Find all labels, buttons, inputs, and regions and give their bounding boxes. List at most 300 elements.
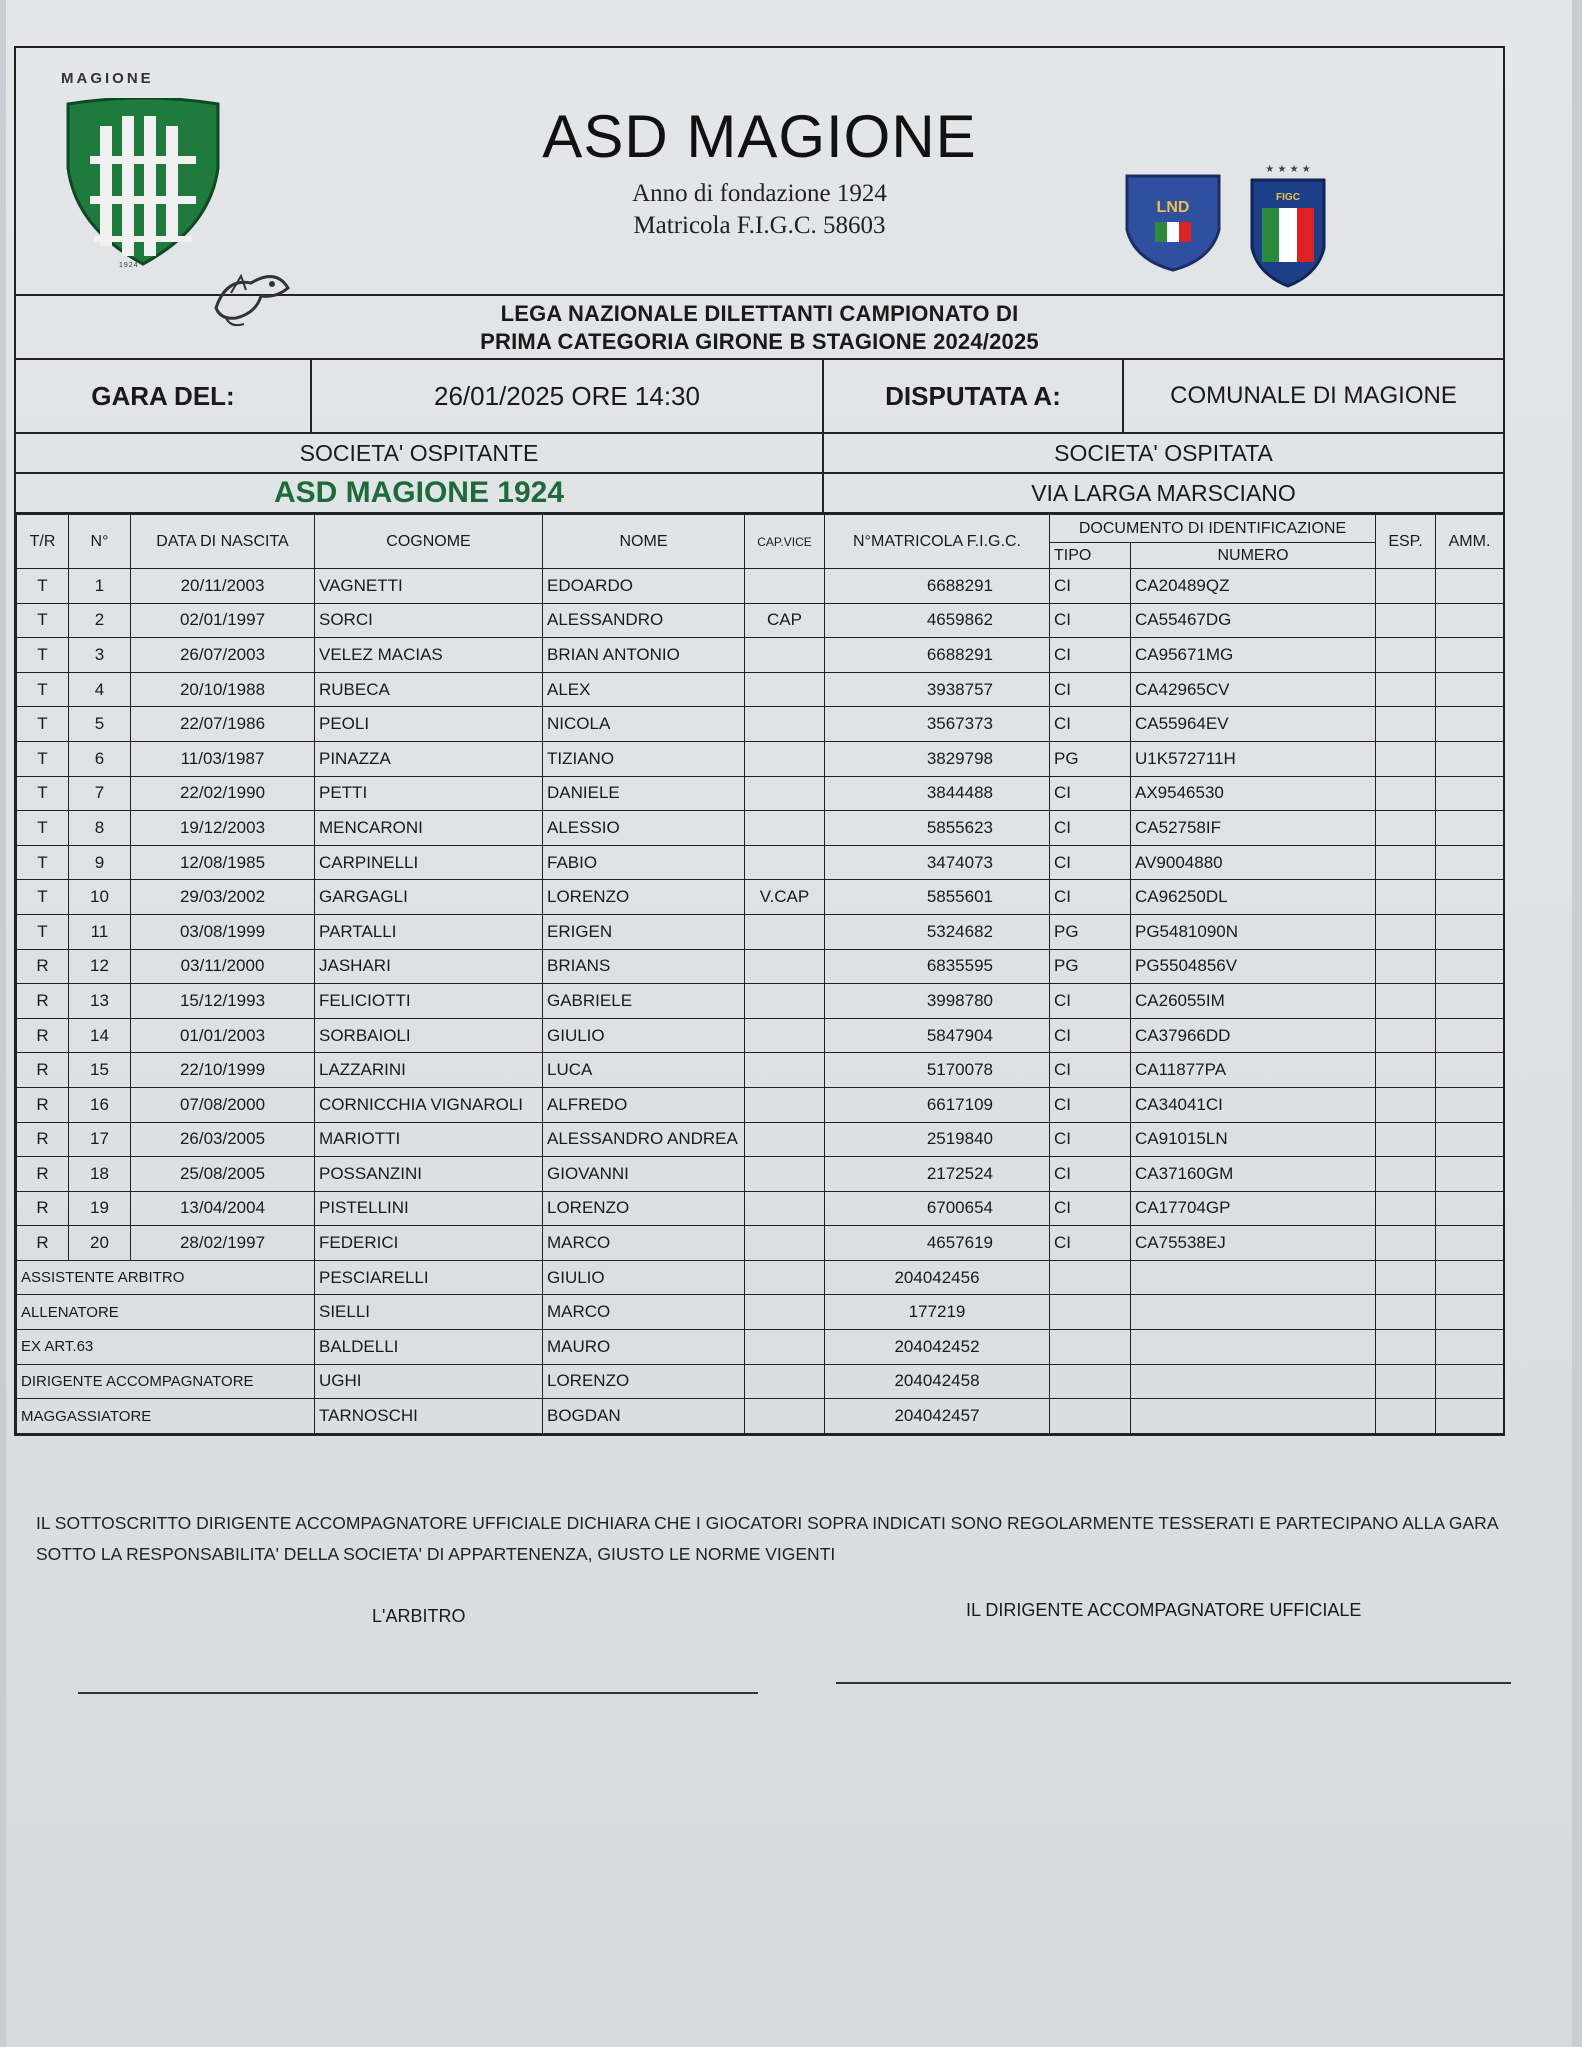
player-surname: VELEZ MACIAS (315, 638, 543, 673)
lnd-badge-text: LND (1156, 199, 1190, 216)
player-role: T (17, 569, 69, 604)
staff-amm (1436, 1399, 1504, 1434)
declaration-line-1: IL SOTTOSCRITTO DIRIGENTE ACCOMPAGNATORE UFFICIALE DICHIARA CHE I GIOCATORI SOPRA INDICATI SONO REGOLARMENTE TESSERATI E PARTECIPANO ALLA GARA (36, 1513, 1499, 1533)
player-captain (745, 1018, 825, 1053)
player-amm (1436, 811, 1504, 846)
player-matricola: 3998780 (825, 984, 1050, 1019)
player-amm (1436, 672, 1504, 707)
player-matricola: 6688291 (825, 569, 1050, 604)
player-matricola: 3844488 (825, 776, 1050, 811)
player-dob: 22/02/1990 (131, 776, 315, 811)
player-row (17, 1226, 1504, 1261)
lnd-badge-logo (1121, 170, 1225, 274)
declaration (36, 1508, 1536, 1570)
player-doc-type: CI (1050, 880, 1131, 915)
staff-amm (1436, 1295, 1504, 1330)
player-row (17, 811, 1504, 846)
player-dob: 03/08/1999 (131, 914, 315, 949)
staff-empty (745, 1330, 825, 1365)
player-amm (1436, 984, 1504, 1019)
player-amm (1436, 638, 1504, 673)
player-row (17, 776, 1504, 811)
staff-doc-number (1131, 1399, 1376, 1434)
staff-role: ALLENATORE (17, 1295, 315, 1330)
staff-surname: SIELLI (315, 1295, 543, 1330)
staff-empty (745, 1295, 825, 1330)
player-role: R (17, 949, 69, 984)
player-esp (1376, 776, 1436, 811)
staff-esp (1376, 1364, 1436, 1399)
player-dob: 11/03/1987 (131, 741, 315, 776)
player-name: NICOLA (543, 707, 745, 742)
player-row (17, 1053, 1504, 1088)
player-captain (745, 1226, 825, 1261)
player-doc-number: CA20489QZ (1131, 569, 1376, 604)
player-dob: 20/10/1988 (131, 672, 315, 707)
player-amm (1436, 741, 1504, 776)
col-header-numero: NUMERO (1131, 543, 1376, 569)
col-header-tipo: TIPO (1050, 543, 1131, 569)
player-doc-type: CI (1050, 638, 1131, 673)
home-team-value: ASD MAGIONE 1924 (273, 476, 565, 509)
player-esp (1376, 811, 1436, 846)
player-captain (745, 1122, 825, 1157)
player-captain (745, 984, 825, 1019)
player-surname: RUBECA (315, 672, 543, 707)
player-doc-number: CA37966DD (1131, 1018, 1376, 1053)
player-name: GABRIELE (543, 984, 745, 1019)
player-esp (1376, 1087, 1436, 1122)
club-title: ASD MAGIONE (542, 103, 977, 170)
logo-year: 1924 (119, 262, 139, 269)
player-row (17, 984, 1504, 1019)
staff-name: LORENZO (543, 1364, 745, 1399)
player-doc-number: AX9546530 (1131, 776, 1376, 811)
staff-name: MAURO (543, 1330, 745, 1365)
player-number: 16 (69, 1087, 131, 1122)
player-esp (1376, 1018, 1436, 1053)
player-number: 3 (69, 638, 131, 673)
player-esp (1376, 741, 1436, 776)
player-surname: CARPINELLI (315, 845, 543, 880)
player-doc-type: CI (1050, 603, 1131, 638)
player-dob: 03/11/2000 (131, 949, 315, 984)
player-role: T (17, 914, 69, 949)
player-esp (1376, 949, 1436, 984)
player-surname: PARTALLI (315, 914, 543, 949)
league-line-1: LEGA NAZIONALE DILETTANTI CAMPIONATO DI (500, 301, 1019, 326)
player-matricola: 3829798 (825, 741, 1050, 776)
player-doc-type: CI (1050, 845, 1131, 880)
player-doc-type: CI (1050, 1157, 1131, 1192)
player-name: ERIGEN (543, 914, 745, 949)
player-doc-number: CA95671MG (1131, 638, 1376, 673)
staff-matricola: 204042452 (825, 1330, 1050, 1365)
player-matricola: 5847904 (825, 1018, 1050, 1053)
player-dob: 12/08/1985 (131, 845, 315, 880)
player-matricola: 4657619 (825, 1226, 1050, 1261)
player-name: ALESSANDRO (543, 603, 745, 638)
player-name: DANIELE (543, 776, 745, 811)
player-amm (1436, 845, 1504, 880)
player-esp (1376, 672, 1436, 707)
staff-matricola: 177219 (825, 1295, 1050, 1330)
teams-row (16, 434, 1503, 514)
player-surname: PEOLI (315, 707, 543, 742)
player-name: FABIO (543, 845, 745, 880)
player-amm (1436, 1226, 1504, 1261)
col-header-nome: NOME (543, 515, 745, 569)
player-matricola: 5324682 (825, 914, 1050, 949)
player-row (17, 1018, 1504, 1053)
player-amm (1436, 880, 1504, 915)
staff-amm (1436, 1330, 1504, 1365)
player-name: LORENZO (543, 880, 745, 915)
player-dob: 26/07/2003 (131, 638, 315, 673)
figc-badge-logo (1246, 162, 1330, 290)
player-number: 14 (69, 1018, 131, 1053)
player-esp (1376, 707, 1436, 742)
player-esp (1376, 1226, 1436, 1261)
player-doc-number: CA55467DG (1131, 603, 1376, 638)
player-name: ALFREDO (543, 1087, 745, 1122)
player-name: GIOVANNI (543, 1157, 745, 1192)
player-row (17, 1087, 1504, 1122)
col-header-amm: AMM. (1436, 515, 1504, 569)
staff-empty (745, 1364, 825, 1399)
player-row (17, 741, 1504, 776)
player-doc-type: PG (1050, 741, 1131, 776)
player-esp (1376, 603, 1436, 638)
player-surname: PISTELLINI (315, 1191, 543, 1226)
staff-row (17, 1364, 1504, 1399)
player-doc-number: CA17704GP (1131, 1191, 1376, 1226)
player-doc-number: CA75538EJ (1131, 1226, 1376, 1261)
player-surname: SORCI (315, 603, 543, 638)
player-role: R (17, 1191, 69, 1226)
player-number: 7 (69, 776, 131, 811)
player-surname: GARGAGLI (315, 880, 543, 915)
player-role: R (17, 1053, 69, 1088)
staff-doc-number (1131, 1295, 1376, 1330)
player-captain (745, 845, 825, 880)
player-number: 12 (69, 949, 131, 984)
player-doc-number: CA52758IF (1131, 811, 1376, 846)
player-row (17, 569, 1504, 604)
player-surname: SORBAIOLI (315, 1018, 543, 1053)
staff-doc-number (1131, 1260, 1376, 1295)
player-role: T (17, 707, 69, 742)
player-matricola: 6688291 (825, 638, 1050, 673)
player-captain (745, 776, 825, 811)
player-surname: PETTI (315, 776, 543, 811)
player-number: 17 (69, 1122, 131, 1157)
col-header-esp: ESP. (1376, 515, 1436, 569)
player-amm (1436, 603, 1504, 638)
match-date-label: GARA DEL: (16, 360, 312, 432)
staff-esp (1376, 1330, 1436, 1365)
player-surname: FEDERICI (315, 1226, 543, 1261)
player-role: R (17, 1157, 69, 1192)
staff-doc-number (1131, 1364, 1376, 1399)
player-captain (745, 569, 825, 604)
official-signature-label: IL DIRIGENTE ACCOMPAGNATORE UFFICIALE (966, 1600, 1362, 1620)
staff-esp (1376, 1295, 1436, 1330)
player-doc-type: CI (1050, 776, 1131, 811)
player-dob: 01/01/2003 (131, 1018, 315, 1053)
player-doc-number: AV9004880 (1131, 845, 1376, 880)
player-name: MARCO (543, 1226, 745, 1261)
player-esp (1376, 845, 1436, 880)
document-sheet (6, 0, 1572, 2047)
staff-name: BOGDAN (543, 1399, 745, 1434)
player-role: T (17, 603, 69, 638)
player-doc-number: PG5481090N (1131, 914, 1376, 949)
founded-line: Anno di fondazione 1924 (632, 180, 887, 207)
staff-surname: BALDELLI (315, 1330, 543, 1365)
player-number: 2 (69, 603, 131, 638)
player-captain (745, 949, 825, 984)
player-number: 8 (69, 811, 131, 846)
player-name: LUCA (543, 1053, 745, 1088)
staff-surname: UGHI (315, 1364, 543, 1399)
mascot-icon (206, 248, 296, 330)
form-frame (14, 46, 1505, 1436)
player-esp (1376, 984, 1436, 1019)
player-doc-number: CA34041CI (1131, 1087, 1376, 1122)
player-dob: 25/08/2005 (131, 1157, 315, 1192)
player-dob: 29/03/2002 (131, 880, 315, 915)
player-dob: 28/02/1997 (131, 1226, 315, 1261)
player-esp (1376, 880, 1436, 915)
player-row (17, 880, 1504, 915)
staff-role: EX ART.63 (17, 1330, 315, 1365)
player-doc-number: CA42965CV (1131, 672, 1376, 707)
player-doc-type: CI (1050, 1087, 1131, 1122)
player-doc-type: CI (1050, 811, 1131, 846)
player-name: GIULIO (543, 1018, 745, 1053)
player-amm (1436, 949, 1504, 984)
staff-role: MAGGASSIATORE (17, 1399, 315, 1434)
staff-doc-type (1050, 1364, 1131, 1399)
staff-role: DIRIGENTE ACCOMPAGNATORE (17, 1364, 315, 1399)
staff-row (17, 1399, 1504, 1434)
player-matricola: 3938757 (825, 672, 1050, 707)
staff-esp (1376, 1260, 1436, 1295)
staff-doc-type (1050, 1330, 1131, 1365)
staff-name: GIULIO (543, 1260, 745, 1295)
home-team-label: SOCIETA' OSPITANTE (16, 434, 822, 474)
away-team-label: SOCIETA' OSPITATA (824, 434, 1503, 474)
roster-table (16, 514, 1504, 1434)
player-captain (745, 741, 825, 776)
player-matricola: 3567373 (825, 707, 1050, 742)
player-matricola: 5170078 (825, 1053, 1050, 1088)
player-dob: 15/12/1993 (131, 984, 315, 1019)
player-row (17, 949, 1504, 984)
player-doc-type: CI (1050, 672, 1131, 707)
player-captain: V.CAP (745, 880, 825, 915)
staff-name: MARCO (543, 1295, 745, 1330)
staff-row (17, 1260, 1504, 1295)
player-row (17, 672, 1504, 707)
player-number: 6 (69, 741, 131, 776)
player-surname: MENCARONI (315, 811, 543, 846)
player-surname: LAZZARINI (315, 1053, 543, 1088)
staff-row (17, 1330, 1504, 1365)
player-name: BRIAN ANTONIO (543, 638, 745, 673)
player-amm (1436, 1018, 1504, 1053)
staff-role: ASSISTENTE ARBITRO (17, 1260, 315, 1295)
league-line-2: PRIMA CATEGORIA GIRONE B STAGIONE 2024/2025 (480, 329, 1039, 354)
player-doc-number: CA91015LN (1131, 1122, 1376, 1157)
player-doc-number: U1K572711H (1131, 741, 1376, 776)
player-doc-number: CA55964EV (1131, 707, 1376, 742)
player-captain (745, 811, 825, 846)
match-info-row (16, 360, 1503, 434)
player-role: R (17, 1018, 69, 1053)
player-row (17, 1157, 1504, 1192)
match-venue-value: COMUNALE DI MAGIONE (1170, 382, 1457, 409)
player-captain (745, 1053, 825, 1088)
player-amm (1436, 1157, 1504, 1192)
away-team-value: VIA LARGA MARSCIANO (1031, 480, 1296, 506)
player-number: 20 (69, 1226, 131, 1261)
player-amm (1436, 914, 1504, 949)
staff-doc-number (1131, 1330, 1376, 1365)
player-doc-type: CI (1050, 1018, 1131, 1053)
player-esp (1376, 1122, 1436, 1157)
player-doc-number: CA11877PA (1131, 1053, 1376, 1088)
player-name: ALEX (543, 672, 745, 707)
matricola-line: Matricola F.I.G.C. 58603 (633, 212, 886, 239)
player-role: T (17, 845, 69, 880)
player-captain: CAP (745, 603, 825, 638)
declaration-line-2: SOTTO LA RESPONSABILITA' DELLA SOCIETA' DI APPARTENENZA, GIUSTO LE NORME VIGENTI (36, 1544, 836, 1564)
player-row (17, 638, 1504, 673)
player-role: R (17, 1087, 69, 1122)
figc-badge-text: FIGC (1276, 192, 1300, 203)
player-matricola: 5855601 (825, 880, 1050, 915)
player-name: BRIANS (543, 949, 745, 984)
player-amm (1436, 1053, 1504, 1088)
player-number: 9 (69, 845, 131, 880)
player-doc-type: CI (1050, 1122, 1131, 1157)
col-header-dob: DATA DI NASCITA (131, 515, 315, 569)
player-row (17, 603, 1504, 638)
player-row (17, 707, 1504, 742)
player-dob: 07/08/2000 (131, 1087, 315, 1122)
player-doc-type: CI (1050, 1226, 1131, 1261)
staff-matricola: 204042456 (825, 1260, 1050, 1295)
player-role: R (17, 1226, 69, 1261)
player-name: ALESSIO (543, 811, 745, 846)
player-matricola: 5855623 (825, 811, 1050, 846)
player-dob: 02/01/1997 (131, 603, 315, 638)
staff-esp (1376, 1399, 1436, 1434)
staff-surname: TARNOSCHI (315, 1399, 543, 1434)
player-amm (1436, 1191, 1504, 1226)
player-name: EDOARDO (543, 569, 745, 604)
player-dob: 26/03/2005 (131, 1122, 315, 1157)
player-captain (745, 707, 825, 742)
player-esp (1376, 1157, 1436, 1192)
player-amm (1436, 707, 1504, 742)
staff-empty (745, 1260, 825, 1295)
player-row (17, 1122, 1504, 1157)
player-role: T (17, 741, 69, 776)
player-doc-type: CI (1050, 984, 1131, 1019)
player-matricola: 3474073 (825, 845, 1050, 880)
player-esp (1376, 638, 1436, 673)
player-surname: FELICIOTTI (315, 984, 543, 1019)
player-role: T (17, 776, 69, 811)
player-matricola: 6700654 (825, 1191, 1050, 1226)
staff-surname: PESCIARELLI (315, 1260, 543, 1295)
svg-text:★ ★ ★ ★: ★ ★ ★ ★ (1265, 164, 1311, 175)
player-captain (745, 638, 825, 673)
player-doc-number: PG5504856V (1131, 949, 1376, 984)
player-role: R (17, 1122, 69, 1157)
player-number: 11 (69, 914, 131, 949)
player-row (17, 845, 1504, 880)
player-esp (1376, 1191, 1436, 1226)
player-esp (1376, 914, 1436, 949)
logo-wordmark: MAGIONE (61, 70, 154, 87)
player-number: 10 (69, 880, 131, 915)
player-dob: 22/10/1999 (131, 1053, 315, 1088)
player-role: T (17, 672, 69, 707)
player-name: TIZIANO (543, 741, 745, 776)
player-number: 19 (69, 1191, 131, 1226)
player-doc-number: CA96250DL (1131, 880, 1376, 915)
player-role: R (17, 984, 69, 1019)
col-header-cognome: COGNOME (315, 515, 543, 569)
col-header-n: N° (69, 515, 131, 569)
player-esp (1376, 1053, 1436, 1088)
player-dob: 22/07/1986 (131, 707, 315, 742)
player-doc-type: CI (1050, 707, 1131, 742)
player-number: 5 (69, 707, 131, 742)
player-doc-type: CI (1050, 1191, 1131, 1226)
player-dob: 20/11/2003 (131, 569, 315, 604)
player-doc-number: CA37160GM (1131, 1157, 1376, 1192)
player-number: 13 (69, 984, 131, 1019)
player-row (17, 1191, 1504, 1226)
player-role: T (17, 880, 69, 915)
player-matricola: 4659862 (825, 603, 1050, 638)
player-surname: MARIOTTI (315, 1122, 543, 1157)
player-captain (745, 914, 825, 949)
player-amm (1436, 1122, 1504, 1157)
player-esp (1376, 569, 1436, 604)
player-name: ALESSANDRO ANDREA (543, 1122, 745, 1157)
match-venue-label: DISPUTATA A: (824, 360, 1124, 432)
player-number: 1 (69, 569, 131, 604)
player-doc-type: CI (1050, 1053, 1131, 1088)
staff-doc-type (1050, 1399, 1131, 1434)
player-amm (1436, 776, 1504, 811)
staff-doc-type (1050, 1295, 1131, 1330)
player-doc-type: CI (1050, 569, 1131, 604)
player-surname: VAGNETTI (315, 569, 543, 604)
col-header-document: DOCUMENTO DI IDENTIFICAZIONE (1050, 515, 1376, 543)
header (16, 48, 1503, 296)
player-matricola: 2172524 (825, 1157, 1050, 1192)
player-captain (745, 1191, 825, 1226)
player-doc-type: PG (1050, 914, 1131, 949)
staff-row (17, 1295, 1504, 1330)
